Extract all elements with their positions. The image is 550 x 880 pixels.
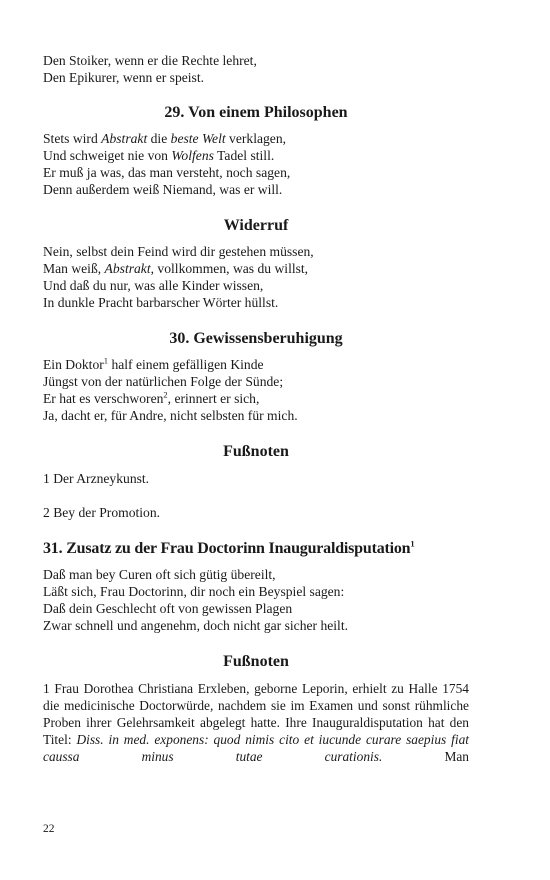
footnote-ref[interactable]: 1: [103, 355, 109, 366]
verse-line: Daß dein Geschlecht oft von gewissen Plagen: [43, 601, 293, 616]
verse-line: Ja, dacht er, für Andre, nicht selbsten für mich.: [43, 408, 298, 423]
poem-31-verse: [43, 566, 469, 634]
verse-line: Daß man bey Curen oft sich gütig übereilt,: [43, 567, 276, 582]
poem-29-verse: [43, 130, 469, 198]
footnotes-title: Fußnoten: [223, 653, 289, 670]
footnote-ref[interactable]: 1: [410, 538, 415, 549]
poem-30-verse: [43, 356, 469, 424]
verse-line: Läßt sich, Frau Doctorinn, dir noch ein Beyspiel sagen:: [43, 584, 345, 599]
footnote: 2 Bey der Promotion.: [43, 505, 161, 520]
verse-line: Nein, selbst dein Feind wird dir gestehen müssen,: [43, 244, 314, 259]
verse-line: Den Epikurer, wenn er speist.: [43, 70, 205, 85]
verse-line: Denn außerdem weiß Niemand, was er will.: [43, 182, 283, 197]
poem-title-widerruf: Widerruf: [223, 217, 289, 234]
book-page: [43, 52, 469, 765]
poem-title-29: 29. Von einem Philosophen: [164, 104, 348, 121]
verse-line: Er hat es verschworen$^2$, erinnert er sich,: [43, 389, 260, 406]
footnote-paragraph: 1 Frau Dorothea Christiana Erxleben, geborne Leporin, erhielt zu Halle 1754 die medicinische Doctorwürde, nachdem sie im Examen und sonst rühmliche Proben ihrer Gelehrsamkeit abgelegt hatte. Ihre Inauguraldisputation hat den Titel: Diss. in med. exponens: quod nimis cito et iucunde curare saepius fiat caussa minus tutae curationis. Man: [43, 681, 469, 764]
footnote-ref[interactable]: 2: [163, 389, 168, 400]
verse-line: Und daß du nur, was alle Kinder wissen,: [43, 278, 264, 293]
verse-line: Den Stoiker, wenn er die Rechte lehret,: [43, 53, 257, 68]
footnotes-title: Fußnoten: [223, 443, 289, 460]
intro-verse: [43, 52, 469, 86]
page-number: 22: [43, 823, 55, 835]
verse-line: Und schweiget nie von Wolfens Tadel still.: [43, 148, 275, 163]
verse-line: Ein Doktor$^1$ half einem gefälligen Kinde: [43, 355, 264, 372]
verse-line: In dunkle Pracht barbarscher Wörter hüllst.: [43, 295, 279, 310]
verse-line: Man weiß, Abstrakt, vollkommen, was du willst,: [43, 261, 309, 276]
widerruf-verse: [43, 243, 469, 311]
verse-line: Jüngst von der natürlichen Folge der Sünde;: [43, 374, 284, 389]
verse-line: Zwar schnell und angenehm, doch nicht gar sicher heilt.: [43, 618, 349, 633]
footnote: 1 Der Arzneykunst.: [43, 471, 150, 486]
verse-line: Stets wird Abstrakt die beste Welt verklagen,: [43, 131, 287, 146]
poem-title-30: 30. Gewissensberuhigung: [169, 330, 343, 347]
verse-line: Er muß ja was, das man versteht, noch sagen,: [43, 165, 291, 180]
poem-title-31: 31. Zusatz zu der Frau Doctorinn Inauguraldisputation$^1$: [43, 538, 415, 557]
